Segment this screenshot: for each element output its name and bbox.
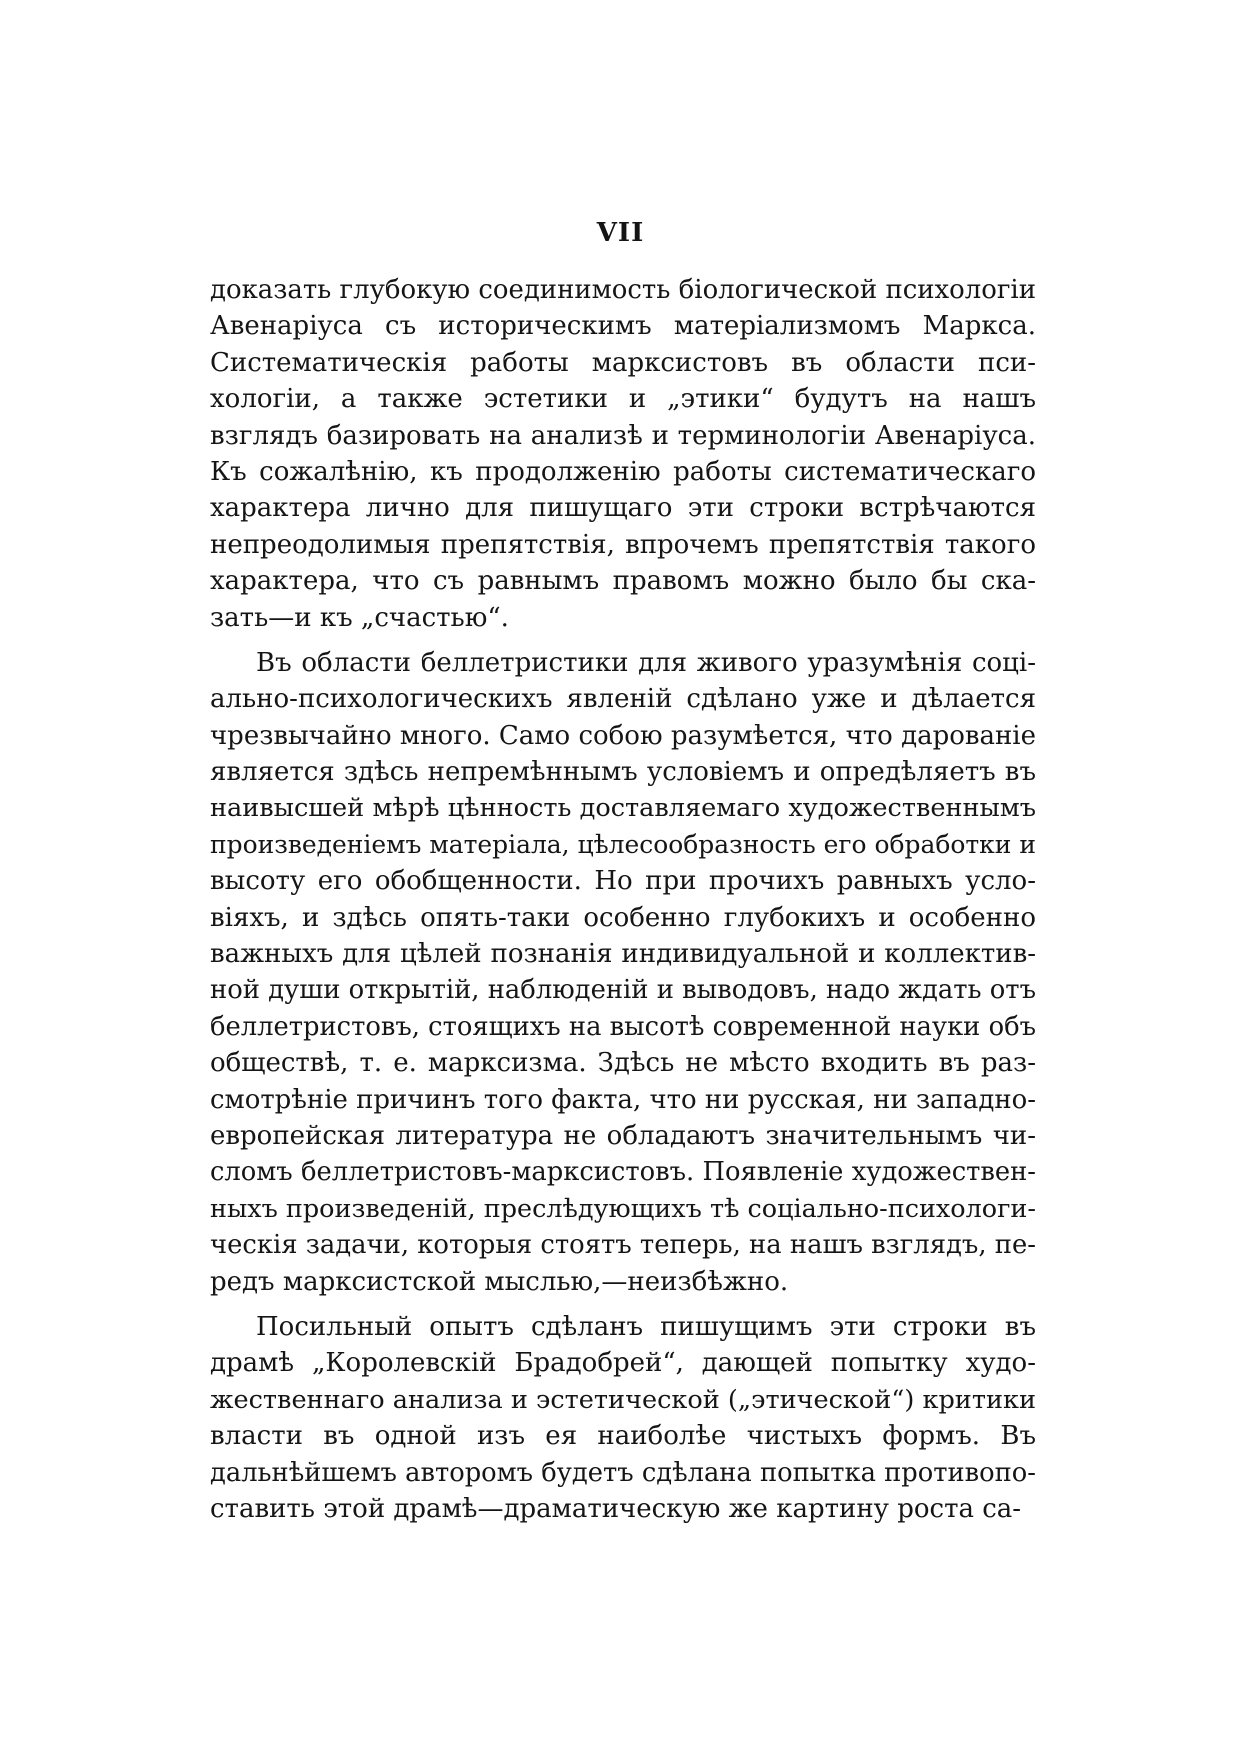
text-line: сломъ беллетристовъ-марксистовъ. Появленіе художествен- xyxy=(210,1157,1036,1188)
text-line: взглядъ базировать на анализѣ и терминологіи Авенаріуса. xyxy=(210,420,1036,451)
text-line: ставить этой драмѣ—драматическую же картину роста са- xyxy=(210,1493,1022,1524)
text-line: Систематическія работы марксистовъ въ области пси- xyxy=(210,347,1036,378)
text-line: характера, что съ равнымъ правомъ можно было бы ска- xyxy=(210,566,1036,597)
text-line: произведеніемъ матеріала, цѣлесообразность его обработки и xyxy=(210,829,1036,859)
text-line: власти въ одной изъ ея наиболѣе чистыхъ формъ. Въ xyxy=(210,1421,1036,1452)
paragraph xyxy=(210,645,1036,1300)
text-line: смотрѣніе причинъ того факта, что ни русская, ни западно- xyxy=(210,1084,1036,1115)
body-text xyxy=(210,272,1036,1527)
text-line: хологіи, а также эстетики и „этики“ будутъ на нашъ xyxy=(210,384,1036,415)
text-line: беллетристовъ, стоящихъ на высотѣ современной науки объ xyxy=(210,1011,1036,1042)
text-line: жественнаго анализа и эстетической („этической“) критики xyxy=(210,1384,1036,1415)
text-line: наивысшей мѣрѣ цѣнность доставляемаго художественнымъ xyxy=(210,793,1036,824)
paragraph-gap xyxy=(210,636,1036,645)
text-line: ально-психологическихъ явленій сдѣлано уже и дѣлается xyxy=(210,684,1036,715)
text-line: доказать глубокую соединимость біологической психологіи xyxy=(210,275,1036,305)
text-line: драмѣ „Королевскій Брадобрей“, дающей попытку худо- xyxy=(210,1348,1036,1379)
text-line: европейская литература не обладаютъ значительнымъ чи- xyxy=(210,1120,1036,1151)
text-line: высоту его обобщенности. Но при прочихъ равныхъ усло- xyxy=(210,866,1036,897)
text-line: Авенаріуса съ историческимъ матеріализмомъ Маркса. xyxy=(210,311,1036,342)
text-line: непреодолимыя препятствія, впрочемъ препятствія такого xyxy=(210,529,1036,560)
text-line: является здѣсь непремѣннымъ условіемъ и опредѣляетъ въ xyxy=(210,757,1036,788)
text-line: редъ марксистской мыслью,—неизбѣжно. xyxy=(210,1266,789,1297)
text-line: дальнѣйшемъ авторомъ будетъ сдѣлана попытка противопо- xyxy=(210,1457,1036,1488)
text-line: ческія задачи, которыя стоятъ теперь, на нашъ взглядъ, пе- xyxy=(210,1230,1036,1261)
paragraph xyxy=(210,272,1036,636)
text-line: ныхъ произведеній, преслѣдующихъ тѣ соціально-психологи- xyxy=(210,1193,1036,1224)
text-line: обществѣ, т. е. марксизма. Здѣсь не мѣсто входить въ раз- xyxy=(210,1048,1036,1079)
text-line: Въ области беллетристики для живого уразумѣнія соці- xyxy=(256,647,1036,678)
text-line: Къ сожалѣнію, къ продолженію работы систематическаго xyxy=(210,456,1036,487)
text-line: характера лично для пишущаго эти строки встрѣчаются xyxy=(210,493,1036,524)
text-line: ной души открытій, наблюденій и выводовъ, надо ждать отъ xyxy=(210,975,1036,1006)
text-line: чрезвычайно много. Само собою разумѣется, что дарованіе xyxy=(210,720,1036,751)
text-line: Посильный опытъ сдѣланъ пишущимъ эти строки въ xyxy=(256,1311,1036,1342)
text-line: важныхъ для цѣлей познанія индивидуальной и коллектив- xyxy=(210,939,1036,970)
paragraph-gap xyxy=(210,1300,1036,1309)
page-number: VII xyxy=(596,218,645,248)
paragraph xyxy=(210,1309,1036,1527)
text-line: зать—и къ „счастью“. xyxy=(210,602,509,633)
text-line: віяхъ, и здѣсь опять-таки особенно глубокихъ и особенно xyxy=(210,902,1036,933)
